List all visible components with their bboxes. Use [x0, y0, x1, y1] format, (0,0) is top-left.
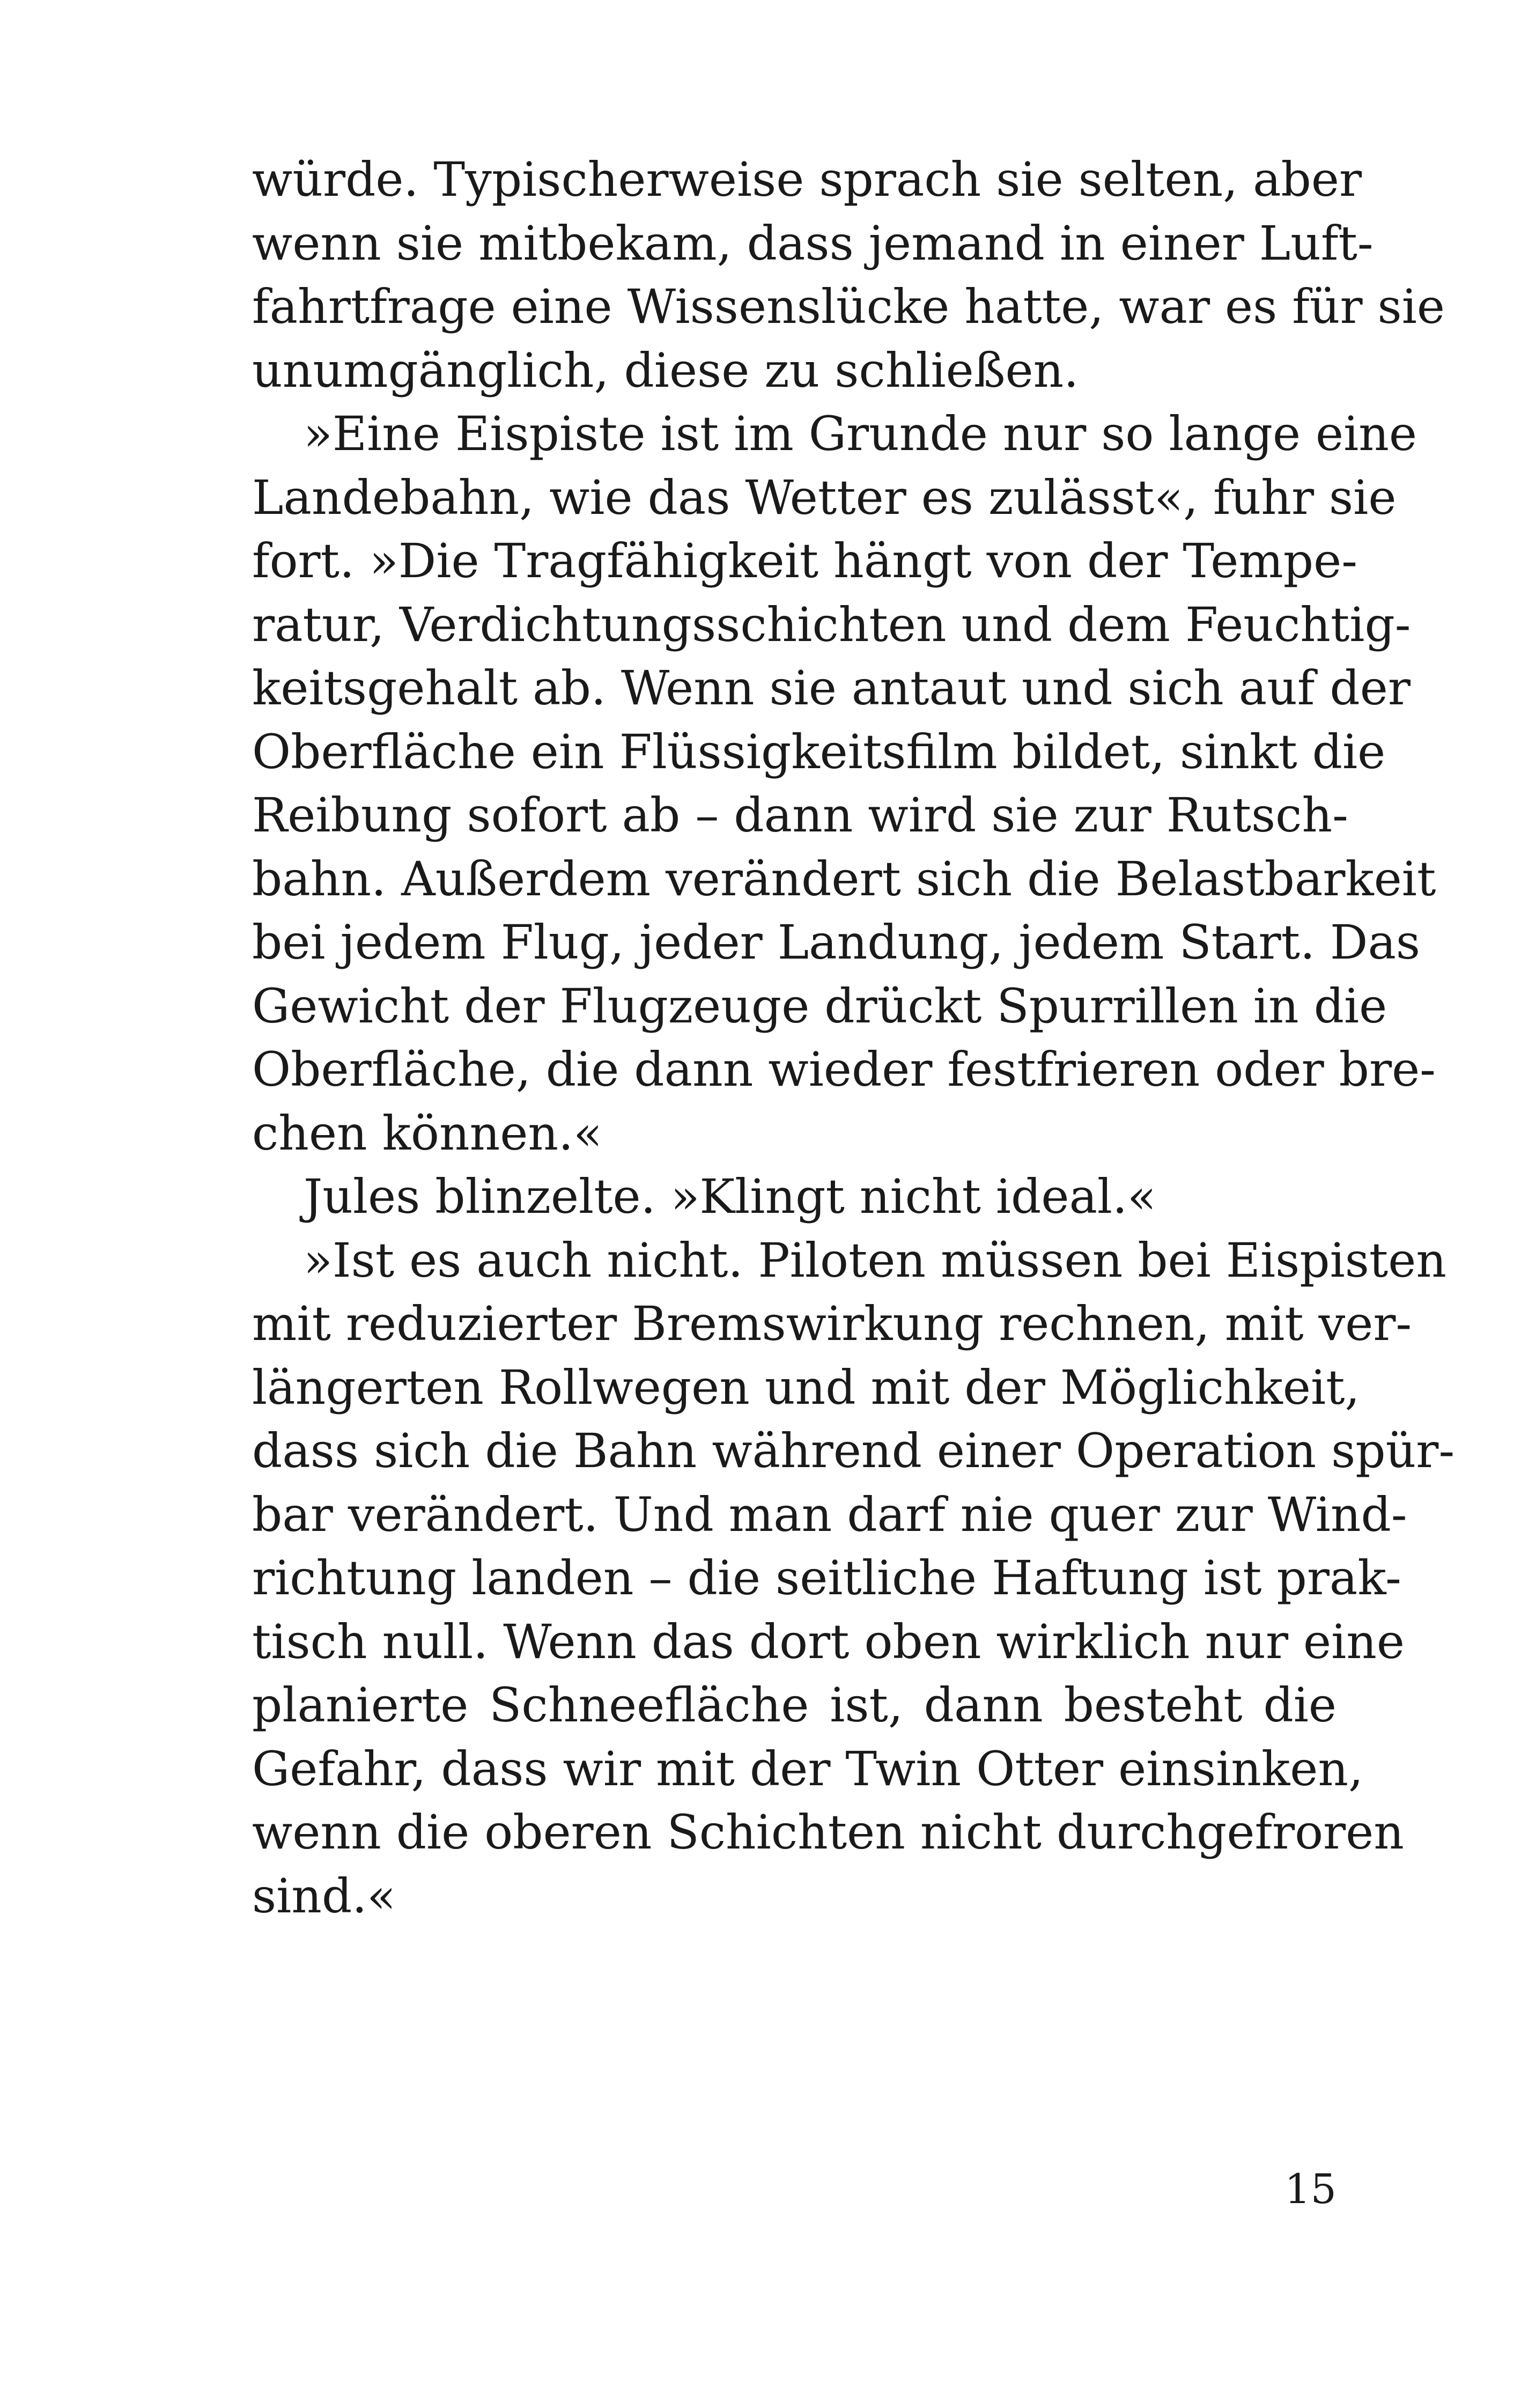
- text-line: wenn die oberen Schichten nicht durchgefroren: [252, 1805, 1404, 1860]
- text-line: längerten Rollwegen und mit der Möglichkeit,: [252, 1359, 1360, 1415]
- text-line: wenn sie mitbekam, dass jemand in einer Luft-: [252, 215, 1374, 271]
- text-line: Gefahr, dass wir mit der Twin Otter einsinken,: [252, 1741, 1363, 1796]
- text-line: Jules blinzelte. »Klingt nicht ideal.«: [304, 1169, 1156, 1224]
- text-line: Reibung sofort ab – dann wird sie zur Rutsch-: [252, 787, 1348, 843]
- text-line: dass sich die Bahn während einer Operation spür-: [252, 1423, 1455, 1478]
- text-line: tisch null. Wenn das dort oben wirklich nur eine: [252, 1614, 1405, 1669]
- text-line: sind.«: [252, 1868, 396, 1924]
- text-line: richtung landen – die seitliche Haftung ist prak-: [252, 1550, 1401, 1606]
- text-line: »Eine Eispiste ist im Grunde nur so lange eine: [304, 406, 1417, 461]
- text-line: bei jedem Flug, jeder Landung, jedem Start. Das: [252, 915, 1421, 970]
- text-line: würde. Typischerweise sprach sie selten, aber: [252, 152, 1362, 207]
- text-line: chen können.«: [252, 1105, 602, 1161]
- text-line: Oberfläche ein Flüssigkeitsfilm bildet, sinkt die: [252, 724, 1386, 779]
- body-text: [252, 148, 1455, 1928]
- text-line: Landebahn, wie das Wetter es zulässt«, fuhr sie: [252, 469, 1397, 525]
- text-line: Oberfläche, die dann wieder festfrieren oder bre-: [252, 1042, 1436, 1097]
- text-line: keitsgehalt ab. Wenn sie antaut und sich auf der: [252, 660, 1411, 716]
- text-line: Gewicht der Flugzeuge drückt Spurrillen in die: [252, 978, 1387, 1034]
- text-line: bar verändert. Und man darf nie quer zur Wind-: [252, 1486, 1407, 1542]
- text-line: planierte Schneefläche ist, dann besteht die: [252, 1677, 1337, 1733]
- text-line: mit reduzierter Bremswirkung rechnen, mit ver-: [252, 1296, 1412, 1351]
- text-line: unumgänglich, diese zu schließen.: [252, 342, 1079, 398]
- text-line: »Ist es auch nicht. Piloten müssen bei Eispisten: [304, 1232, 1447, 1288]
- text-line: fahrtfrage eine Wissenslücke hatte, war es für sie: [252, 279, 1445, 334]
- text-line: ratur, Verdichtungsschichten und dem Feuchtig-: [252, 597, 1411, 652]
- page-number: 15: [1284, 2165, 1337, 2213]
- text-line: bahn. Außerdem verändert sich die Belastbarkeit: [252, 851, 1436, 907]
- text-line: fort. »Die Tragfähigkeit hängt von der Tempe-: [252, 533, 1357, 588]
